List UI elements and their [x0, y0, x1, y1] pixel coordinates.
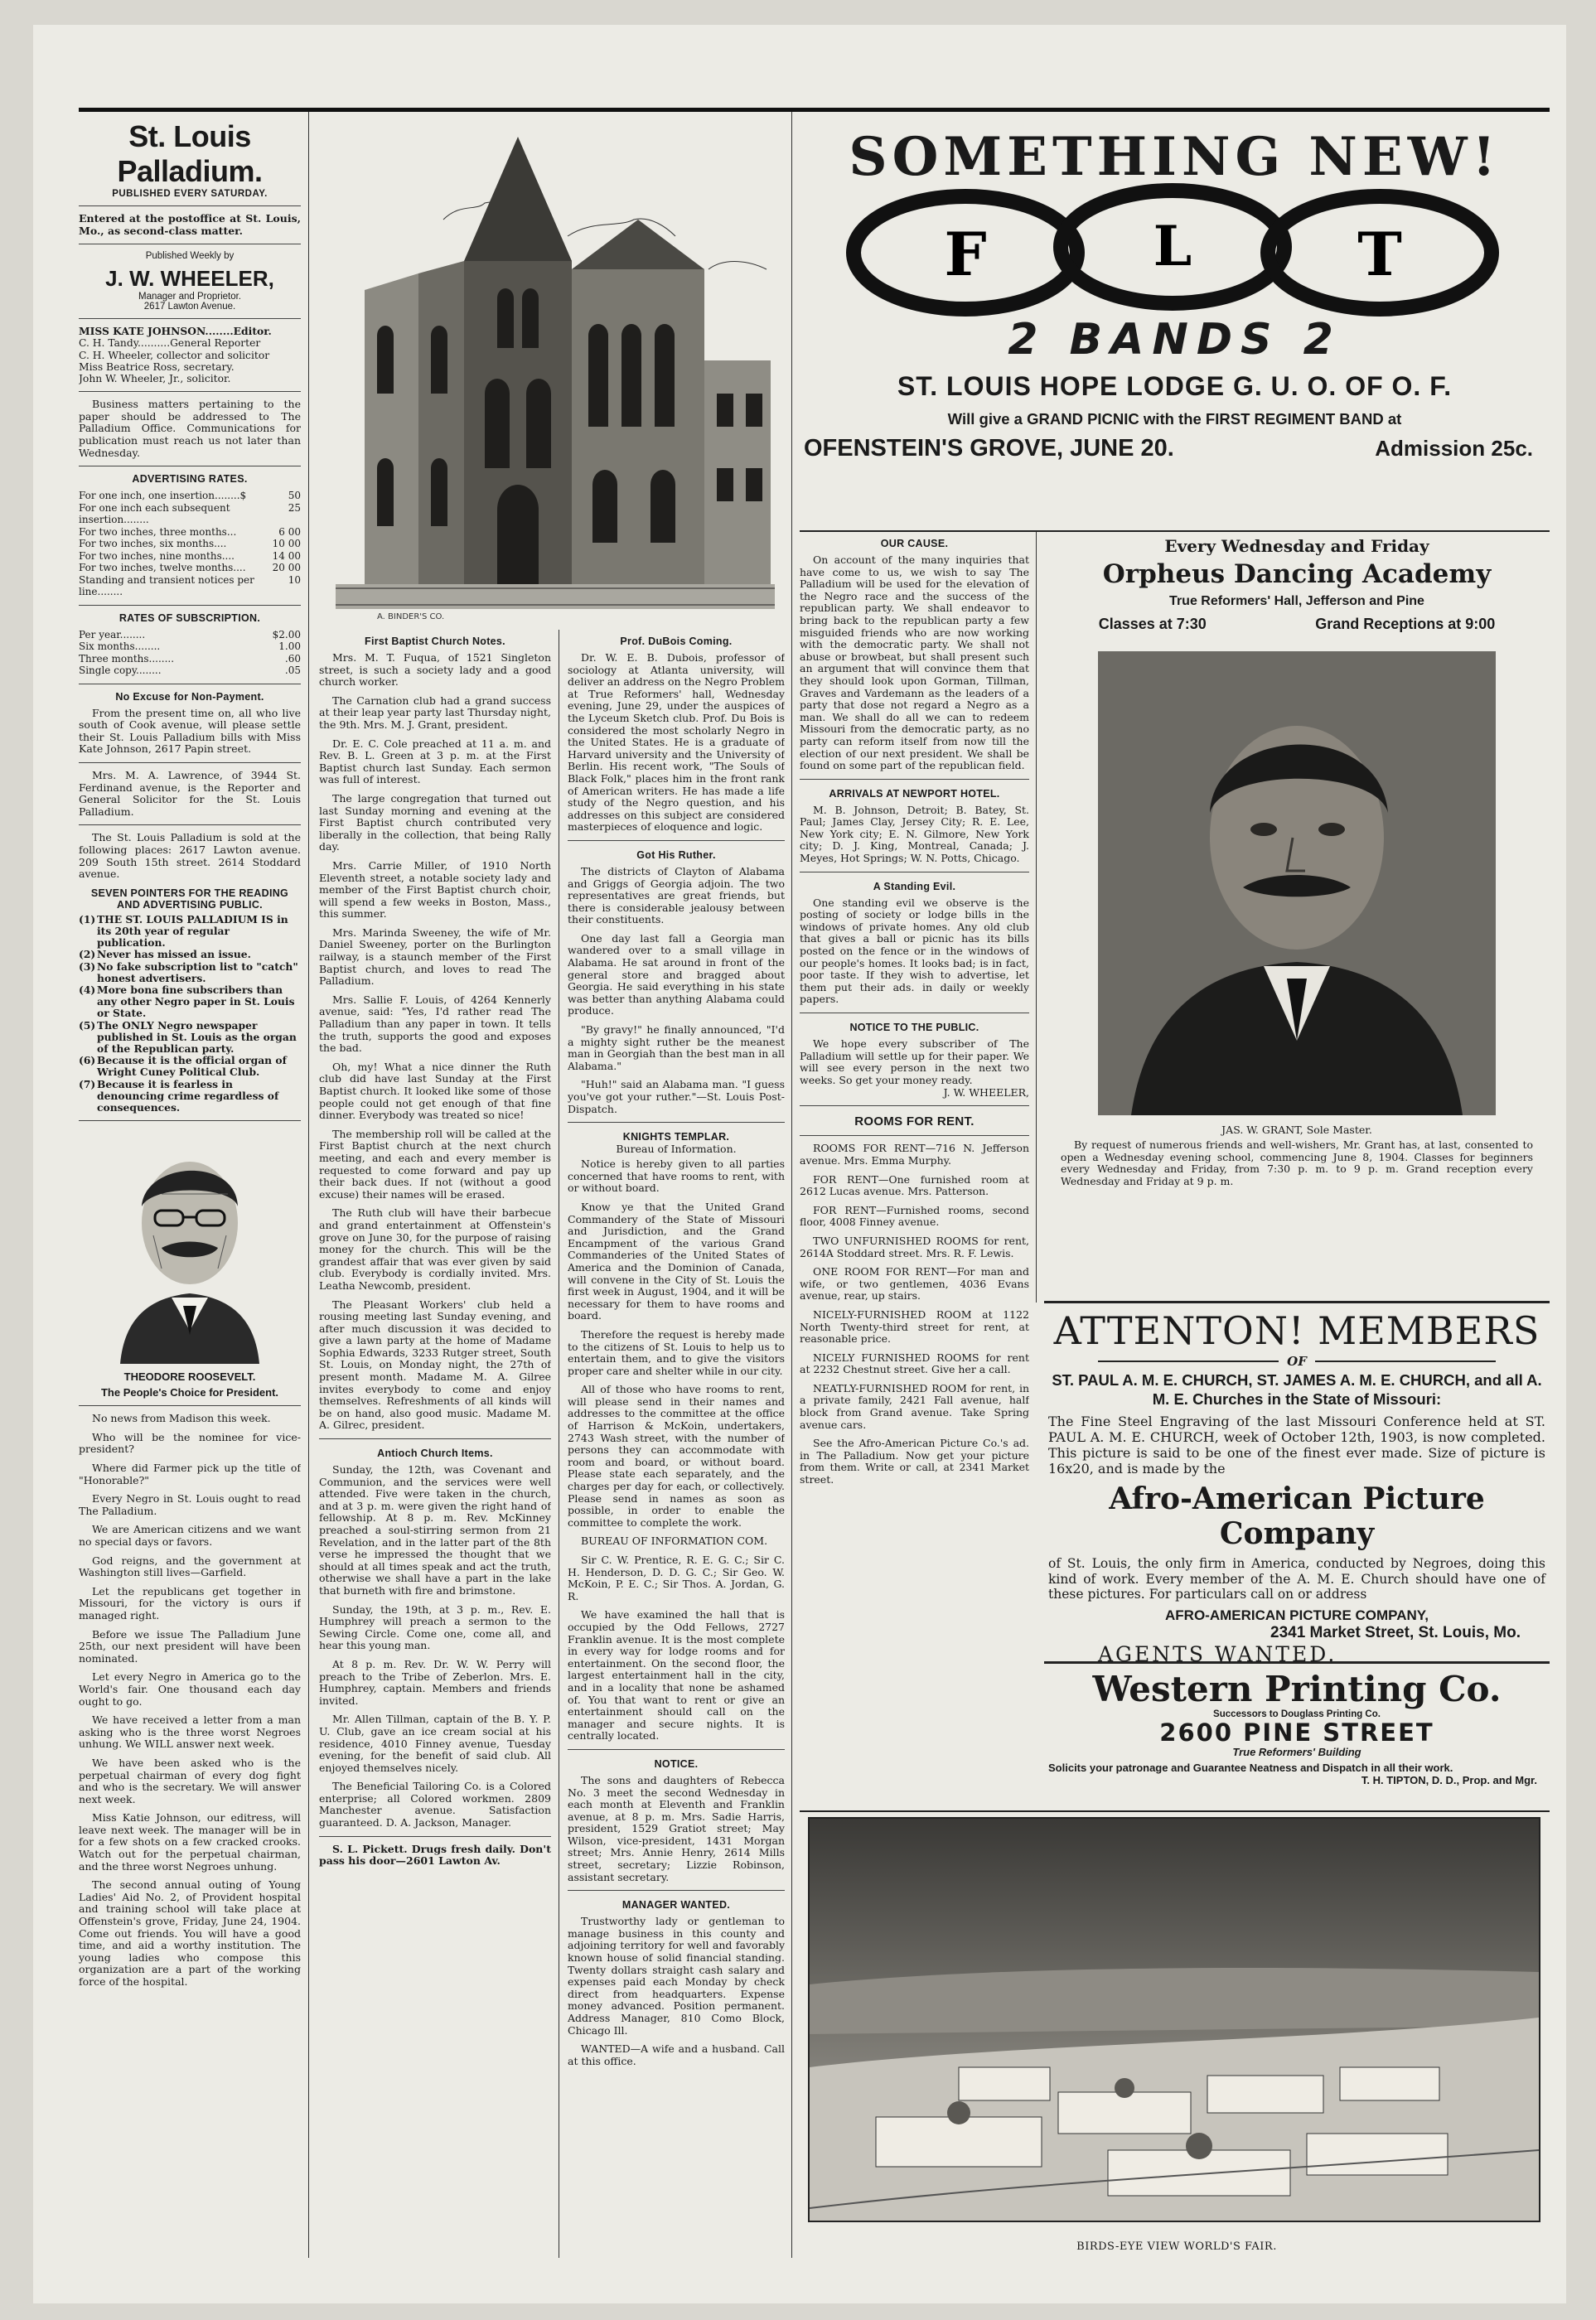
subscription-rates-table: Per year........ $2.00 Six months........ 1.00 Three months........ .60 Single copy........ .05	[79, 628, 301, 677]
rent-listing: FOR RENT—One furnished room at 2612 Lucas avenue. Mrs. Patterson.	[800, 1172, 1029, 1198]
ad-divider	[1044, 1301, 1550, 1303]
ruther-title: Got His Ruther.	[636, 848, 716, 861]
news-item: No news from Madison this week.	[92, 1412, 271, 1425]
grove-date: OFENSTEIN'S GROVE, JUNE 20.	[804, 435, 1174, 462]
news-item: God reigns, and the government at Washington still lives—Garfield.	[79, 1554, 301, 1579]
paper-title: St. Louis Palladium.	[117, 119, 263, 188]
column-divider	[308, 112, 309, 2258]
western-printing-ad	[1048, 1670, 1545, 1802]
church-item: Dr. E. C. Cole preached at 11 a. m. and Rev. B. L. Green at 3 p. m. at the First Baptist church last Sunday. Each sermon was full of interest.	[319, 737, 551, 786]
western-successors: Successors to Douglass Printing Co.	[1213, 1709, 1381, 1719]
knights-item: Sir C. W. Prentice, R. E. G. C.; Sir C. H. Henderson, D. D. G. C.; Sir Geo. W. McKoin, P. E. C.; Sir Thos. A. Jordan, G. R.	[568, 1554, 785, 1602]
notice-text: The sons and daughters of Rebecca No. 3 meet the second Wednesday in each month at Eleventh and Franklin avenue, at 8 p. m. Mrs. Sadie Harris, president, 1529 Gratiot street; May Wilson, vice-president, 1431 Morgan street; Mrs. Annie Henry, 2614 Mills street, secretary; Lizzie Robinson, assistant secretary.	[568, 1773, 785, 1883]
roosevelt-subcaption: The People's Choice for President.	[100, 1386, 279, 1399]
ring-letter-l: L	[1153, 214, 1192, 278]
notice-title: NOTICE.	[654, 1757, 699, 1770]
knights-item: Know ye that the United Grand Commandery of the State of Missouri and Jurisdiction, and the Grand Encampment of the various Grand Commanderies of the United States of America and the Dominion of Canada, will convene in the City of St. Louis the first week in August, 1904, and it will be necessary for them to have rooms and board.	[568, 1200, 785, 1322]
church-notes-column	[319, 634, 551, 2258]
dubois-column	[568, 634, 785, 2258]
church-item: The membership roll will be called at the First Baptist church at the next church meeting, and each and every member is requested to come forward and pay up their back dues. If not (without a good excuse) their names will be erased.	[319, 1127, 551, 1201]
rent-listing: NICELY-FURNISHED ROOM at 1122 North Twenty-third street for rent, at reasonable price.	[800, 1307, 1029, 1346]
arrivals-title: ARRIVALS AT NEWPORT HOTEL.	[829, 787, 1000, 800]
western-printing-title: Western Printing Co.	[1092, 1669, 1502, 1709]
sold-at-note: The St. Louis Palladium is sold at the following places: 2617 Lawton avenue. 209 South 15th street. 2614 Stoddard avenue.	[79, 831, 301, 881]
ruther-item: One day last fall a Georgia man wandered over to a small village in Alabama. He sat around in front of the general store and bragged about Georgia. He said everything in his state was better than anything Alabama could produce.	[568, 931, 785, 1017]
ring-letter-t: T	[1357, 219, 1402, 289]
public-notice-title: NOTICE TO THE PUBLIC.	[849, 1022, 979, 1033]
orpheus-description: By request of numerous friends and well-wishers, Mr. Grant has, at last, consented to open a Wednesday evening school, commencing June 8, 1904. Classes for beginners every Wednesday and Friday, from 7:30 p. m. to 9 p. m. Grand reception every Wednesday and Friday at 9 p. m.	[1061, 1138, 1533, 1187]
business-note: Business matters pertaining to the paper should be addressed to The Palladium Office. Communications for publication must reach us not later than Wednesday.	[79, 398, 301, 459]
attention-text-1: The Fine Steel Engraving of the last Missouri Conference held at ST. PAUL A. M. E. CHURCH, week of October 12th, 1903, is now completed. This picture is said to be one of the finest ever made. Size of picture is 16x20, and is made by the	[1048, 1414, 1545, 1477]
public-notice-signature: J. W. WHEELER,	[943, 1086, 1029, 1100]
orpheus-title: Orpheus Dancing Academy	[1102, 559, 1492, 589]
church-item: Mrs. Carrie Miller, of 1910 North Eleventh street, a notable society lady and member of the First Baptist church choir, will spend a few weeks in Boston, Mass., this summer.	[319, 858, 551, 921]
rent-listing: ROOMS FOR RENT—716 N. Jefferson avenue. Mrs. Emma Murphy.	[800, 1142, 1029, 1167]
knights-item: Therefore the request is hereby made to the citizens of St. Louis to help us to entertain them, and to give the visitors proper care and shelter while in our city.	[568, 1327, 785, 1377]
grant-caption: JAS. W. GRANT, Sole Master.	[1221, 1124, 1372, 1136]
arrivals-text: M. B. Johnson, Detroit; B. Batey, St. Paul; James Clay, Jersey City; R. E. Lee, New York city; E. N. Gilmore, New York city; D. J. King, Montreal, Canada; J. Meyes, Hot Springs; W. N. Potts, Chicago.	[800, 803, 1029, 865]
picture-company-name: Afro-American Picture Company	[1109, 1481, 1485, 1551]
western-building: True Reformers' Building	[1232, 1746, 1361, 1758]
knights-item: All of those who have rooms to rent, will please send in their names and addresses to the committee at the office of Harrison & McKoin, undertakers, 2743 Wash street, with the number of persons they can accommodate with room and board, or without board. Please state each separately, and the charges per day for each, or collectively. Please send in names as soon as possible, in order to enable the committee to complete the work.	[568, 1383, 785, 1529]
news-item: Miss Katie Johnson, our editress, will leave next week. The manager will be in for a few shots on a few cracked crooks. Watch out for the perpetual chairman, and the three worst Negroes unhung.	[79, 1811, 301, 1873]
grant-portrait	[1098, 651, 1496, 1115]
attention-text-2: of St. Louis, the only firm in America, conducted by Negroes, doing this kind of work. Every member of the A. M. E. Church should have one of these pictures. For particulars call on or address	[1048, 1556, 1545, 1602]
ruther-item: The districts of Clayton of Alabama and Griggs of Georgia adjoin. The two representatives are great friends, but there is considerable jealousy between their constituents.	[568, 864, 785, 926]
antioch-item: The Beneficial Tailoring Co. is a Colored enterprise; all Colored workmen. 2809 Manchester avenue. Satisfaction guaranteed. D. A. Jackson, Manager.	[319, 1780, 551, 1829]
knights-item: Notice is hereby given to all parties concerned that have rooms to rent, with or without board.	[568, 1158, 785, 1195]
bands-line: 2 BANDS 2	[1008, 315, 1342, 365]
our-cause-title: OUR CAUSE.	[880, 538, 949, 549]
orpheus-academy-ad	[1044, 534, 1550, 1297]
admission-price: Admission 25c.	[1375, 436, 1533, 461]
ad-divider	[1044, 1661, 1550, 1664]
published-by-label: Published Weekly by	[145, 251, 235, 262]
public-notice-text: We hope every subscriber of The Palladium will settle up for their paper. We will see every person in the next two weeks. So get your money ready.	[800, 1037, 1029, 1086]
column-divider	[1036, 532, 1037, 1303]
attention-of: OF	[1287, 1354, 1307, 1369]
news-item: Where did Farmer pick up the title of "Honorable?"	[79, 1462, 301, 1486]
knights-item: BUREAU OF INFORMATION COM.	[581, 1535, 768, 1548]
ruther-item: "Huh!" said an Alabama man. "I guess you've got your ruther."—St. Louis Post-Dispatch.	[568, 1078, 785, 1115]
western-text: Solicits your patronage and Guarantee Neatness and Dispatch in all their work.	[1048, 1762, 1453, 1774]
news-item: We are American citizens and we want no special days or favors.	[79, 1523, 301, 1548]
attention-title: ATTENTON! MEMBERS	[1053, 1308, 1540, 1353]
wanted-text: WANTED—A wife and a husband. Call at this office.	[568, 2042, 785, 2067]
knights-item: We have examined the hall that is occupied by the Odd Fellows, 2727 Franklin avenue. It is the most complete in every way for lodge rooms and for entertainment. On the second floor, the largest entertainment hall in the city, and in a locality that none be ashamed of. You that want to rent or give an entertainment should call on the manager and secure nights. It is centrally located.	[568, 1608, 785, 1742]
newspaper-page	[33, 25, 1566, 2303]
attention-members-ad	[1048, 1308, 1545, 1666]
news-item: Every Negro in St. Louis ought to read The Palladium.	[79, 1492, 301, 1517]
publisher-name: J. W. WHEELER,	[105, 266, 274, 292]
church-item: The Ruth club will have their barbecue and grand entertainment at Offenstein's grove on June 30, for the purpose of raising money for the church. This will be the grandest affair that was ever given by said club. Everybody is cordially invited. Mrs. Leatha Newcomb, president.	[319, 1206, 551, 1292]
rent-listing: See the Afro-American Picture Co.'s ad. in The Palladium. Now get your picture from them. Write or call, at 2341 Market street.	[800, 1437, 1029, 1486]
worlds-fair-section	[808, 1817, 1545, 2256]
standing-evil-text: One standing evil we observe is the posting of society or lodge bills in the windows of private homes. Any old club that gives a ball or picnic has its bills posted on the fence or in the windows of our people's homes. It looks bad; is in fact, poor taste. If they wish to advertise, let them put their ads. in daily or weekly papers.	[800, 896, 1029, 1006]
subscription-rates-title: RATES OF SUBSCRIPTION.	[118, 611, 261, 624]
antioch-title: Antioch Church Items.	[377, 1448, 493, 1460]
news-item: The second annual outing of Young Ladies' Aid No. 2, of Provident hospital and training school will take place at Offenstein's grove, Friday, June 24, 1904. Come out friends. You will have a good time, and aid a worthy institution. The young ladies who compose this organization are a part of the working force of the hospital.	[79, 1878, 301, 1988]
worlds-fair-birdseye-image	[808, 1817, 1540, 2222]
western-street: 2600 PINE STREET	[1159, 1718, 1434, 1747]
church-item: The Carnation club had a grand success at their leap year party last Thursday night, the 9th. Mrs. M. J. Grant, president.	[319, 694, 551, 731]
knights-title: KNIGHTS TEMPLAR.	[622, 1131, 730, 1143]
rent-listing: TWO UNFURNISHED ROOMS for rent, 2614A Stoddard street. Mrs. R. F. Lewis.	[800, 1234, 1029, 1259]
flt-picnic-ad	[800, 112, 1550, 526]
western-prop: T. H. TIPTON, D. D., Prop. and Mgr.	[1361, 1774, 1537, 1786]
dubois-text: Dr. W. E. B. Dubois, professor of sociology at Atlanta university, will deliver an address on the Negro Problem at True Reformers' hall, Wednesday evening, June 29, under the auspices of the Lyceum Sketch club. Prof. Du Bois is considered the most scholarly Negro in the United States. He is a graduate of Harvard university and the University of Berlin. His recent work, "The Souls of Black Folk," places him in the front rank of American writers. He has made a life study of the Negro question, and his addresses on this subject are considered masterpieces of eloquence and logic.	[568, 651, 785, 834]
manager-text: Trustworthy lady or gentleman to manage business in this county and adjoining territory for well and favorably known house of solid financial standing. Twenty dollars straight cash salary and expenses paid each Monday by check direct from headquarters. Expense money advanced. Position permanent. Address Manager, 810 Como Block, Chicago Ill.	[568, 1915, 785, 2037]
advertising-rates-title: ADVERTISING RATES.	[132, 473, 248, 486]
attention-churches: ST. PAUL A. M. E. CHURCH, ST. JAMES A. M. E. CHURCH, and all A. M. E. Churches in the State of Missouri:	[1052, 1371, 1542, 1408]
pickett-ad: S. L. Pickett. Drugs fresh daily. Don't pass his door—2601 Lawton Av.	[319, 1842, 551, 1868]
ad-divider	[800, 1810, 1550, 1812]
church-notes-title: First Baptist Church Notes.	[365, 636, 505, 647]
column-divider	[791, 112, 792, 2258]
orpheus-schedule: Every Wednesday and Friday	[1164, 536, 1429, 556]
worlds-fair-caption: BIRDS-EYE VIEW WORLD'S FAIR.	[1076, 2240, 1277, 2253]
publisher-address: 2617 Lawton Avenue.	[143, 302, 236, 312]
antioch-item: Mr. Allen Tillman, captain of the B. Y. P. U. Club, gave an ice cream social at his residence, 4010 Finney avenue, Tuesday evening, for the benefit of said club. All enjoyed themselves nicely.	[319, 1713, 551, 1774]
ruther-item: "By gravy!" he finally announced, "I'd a mighty sight ruther be the meanest man in Georgiah than the best man in all Alabama."	[568, 1023, 785, 1072]
church-item: Oh, my! What a nice dinner the Ruth club did have last Sunday at the First Baptist church. It looked like some of those people could not get enough of that fine dinner. Everybody was treated so nice!	[319, 1060, 551, 1122]
antioch-item: Sunday, the 19th, at 3 p. m., Rev. E. Humphrey will preach a sermon to the Sewing Circle. Come one, come all, and hear this young man.	[319, 1602, 551, 1652]
no-excuse-title: No Excuse for Non-Payment.	[115, 690, 264, 703]
church-item: Mrs. Marinda Sweeney, the wife of Mr. Daniel Sweeney, porter on the Burlington railway, is a staunch member of the First Baptist church, and loves to read The Palladium.	[319, 926, 551, 988]
rent-listing: FOR RENT—Furnished rooms, second floor, 4008 Finney avenue.	[800, 1203, 1029, 1229]
antioch-item: At 8 p. m. Rev. Dr. W. W. Perry will preach to the Tribe of Zeberlon. Mrs. E. Humphrey, captain. Members and friends invited.	[319, 1657, 551, 1707]
masthead-column	[79, 116, 301, 2262]
publisher-role: Manager and Proprietor.	[138, 292, 242, 302]
engraving-credit: A. BINDER'S CO.	[377, 612, 445, 621]
ring-letter-f: F	[944, 219, 987, 289]
postoffice-entry: Entered at the postoffice at St. Louis, Mo., as second-class matter.	[79, 212, 301, 237]
pointers-list: (1) THE ST. LOUIS PALLADIUM IS in its 20th year of regular publication. (2) Never has missed an issue. (3) No fake subscription list to "catch" honest advertisers. (4) More bona fine subscribers than any other Negro paper in St. Louis or State. (5) The ONLY Negro newspaper published in St. Louis as the organ of the Republican party. (6) Because it is the official organ of Wright Cuney Political Club. (7) Because it is fearless in denouncing crime regardless of consequences.	[79, 912, 298, 1114]
orpheus-classes: Classes at 7:30	[1098, 616, 1207, 632]
church-item: The large congregation that turned out last Sunday morning and evening at the First Baptist church contributed very liberally in the collection, that being Rally day.	[319, 791, 551, 853]
our-cause-text: On account of the many inquiries that have come to us, we wish to say The Palladium will be used for the elevation of the Negro race and the success of the republican party. We shall endeavor to bring back to the republican party a few misguided friends who are now working with the democratic party. We shall not abuse or browbeat, but shall present such an argument that will convince them that they should look upon Gorman, Tillman, Graves and Vardemann as the leaders of a party that dose not regard a Negro as a man. We shall do all we can to redeem Missouri from the democratic party, as no party can reform itself from now till the election of our next president. We shall be found on some part of the republican field.	[800, 553, 1029, 772]
publication-frequency: PUBLISHED EVERY SATURDAY.	[112, 189, 268, 199]
orpheus-hall: True Reformers' Hall, Jefferson and Pine	[1169, 594, 1424, 608]
manager-title: MANAGER WANTED.	[621, 1899, 731, 1912]
roosevelt-portrait	[79, 1128, 301, 1364]
church-engraving	[319, 120, 783, 626]
antioch-item: Sunday, the 12th, was Covenant and Communion, and the services were well attended. Five were taken in the church, and at 3 p. m. were given the right hand of fellowship. At 8 p. m. Rev. McKinney preached a soul-stirring sermon from 21 Revelation, and in the latter part of the 8th verse he impressed the thought that we should at all times speak and act the truth, otherwise we shall have a part in the lake that burneth with fire and brimstone.	[319, 1463, 551, 1597]
picnic-line: Will give a GRAND PICNIC with the FIRST REGIMENT BAND at	[947, 410, 1402, 428]
church-item: Mrs. M. T. Fuqua, of 1521 Singleton street, is such a society lady and a good church worker.	[319, 651, 551, 689]
news-item: We have received a letter from a man asking who is the three worst Negroes unhung. We WILL answer next week.	[79, 1713, 301, 1751]
company-address-1: AFRO-AMERICAN PICTURE COMPANY,	[1165, 1607, 1429, 1623]
no-excuse-text: From the present time on, all who live south of Cook avenue, will please settle their St. Louis Palladium bills with Miss Kate Johnson, 2617 Papin street.	[79, 706, 301, 756]
orpheus-receptions: Grand Receptions at 9:00	[1315, 616, 1496, 632]
dubois-title: Prof. DuBois Coming.	[620, 636, 733, 647]
standing-evil-title: A Standing Evil.	[873, 880, 956, 892]
rent-listing: NEATLY-FURNISHED ROOM for rent, in a private family, 2421 Fall avenue, half block from Grand avenue. Take Spring avenue cars.	[800, 1381, 1029, 1431]
rooms-for-rent-title: ROOMS FOR RENT.	[854, 1114, 975, 1129]
news-item: Let the republicans get together in Missouri, for the victory is ours if managed right.	[79, 1584, 301, 1622]
church-item: Mrs. Sallie F. Louis, of 4264 Kennerly avenue, said: "Yes, I'd rather read The Palladium than any paper in town. It tells the truth, supports the good and exposes the bad.	[319, 993, 551, 1055]
staff-list: MISS KATE JOHNSON........Editor. C. H. Tandy..........General Reporter C. H. Wheeler, collector and solicitor Miss Beatrice Ross, secretary. John W. Wheeler, Jr., solicitor.	[79, 325, 272, 384]
seven-pointers-title: SEVEN POINTERS FOR THE READING AND ADVERTISING PUBLIC.	[90, 887, 289, 911]
news-item: Let every Negro in America go to the World's fair. One thousand each day ought to go.	[79, 1670, 301, 1708]
news-item: Who will be the nominee for vice-president?	[79, 1430, 301, 1456]
ad-headline: SOMETHING NEW!	[849, 126, 1501, 188]
lodge-name: ST. LOUIS HOPE LODGE G. U. O. OF O. F.	[897, 371, 1453, 401]
news-item: Before we issue The Palladium June 25th, our next president will have been nominated.	[79, 1627, 301, 1665]
rent-listing: NICELY FURNISHED ROOMS for rent at 2232 Chestnut street. Give her a call.	[800, 1351, 1029, 1376]
advertising-rates-table: For one inch, one insertion........$ 50 For one inch each subsequent insertion........ 25 For two inches, three months... 6 00 For two inches, six months.... 10 00 For two inches, nine months.... 14 00 For two inches, twelve months.... 20 00 Standing and transient notices per line........ 10	[79, 490, 301, 598]
company-address-2: 2341 Market Street, St. Louis, Mo.	[1270, 1623, 1521, 1641]
rent-listing: ONE ROOM FOR RENT—For man and wife, or two gentlemen, 4036 Evans avenue, rear, up stairs.	[800, 1265, 1029, 1303]
agents-wanted: AGENTS WANTED.	[1098, 1641, 1337, 1666]
roosevelt-caption: THEODORE ROOSEVELT.	[123, 1370, 256, 1384]
news-item: We have been asked who is the perpetual chairman of every dog fight and who is the secretary. We will answer next week.	[79, 1756, 301, 1805]
church-item: The Pleasant Workers' club held a rousing meeting last Sunday evening, and after much discussion it was decided to give a lawn party at the home of Madame Sophia Edwards, 3233 Rutger street, South St. Louis, on Monday night, the 27th of present month. Madame M. A. Gilree invites everybody to come and enjoy themselves. Refreshments of all kinds will be on hand, also good music. Madame M. A. Gilrec, president.	[319, 1298, 551, 1432]
church-illustration	[319, 120, 783, 626]
lawrence-note: Mrs. M. A. Lawrence, of 3944 St. Ferdinand avenue, is the Reporter and General Solicitor for the St. Louis Palladium.	[79, 769, 301, 818]
flt-rings-emblem	[800, 182, 1550, 323]
ad-divider	[800, 530, 1550, 532]
knights-subtitle: Bureau of Information.	[616, 1143, 737, 1156]
